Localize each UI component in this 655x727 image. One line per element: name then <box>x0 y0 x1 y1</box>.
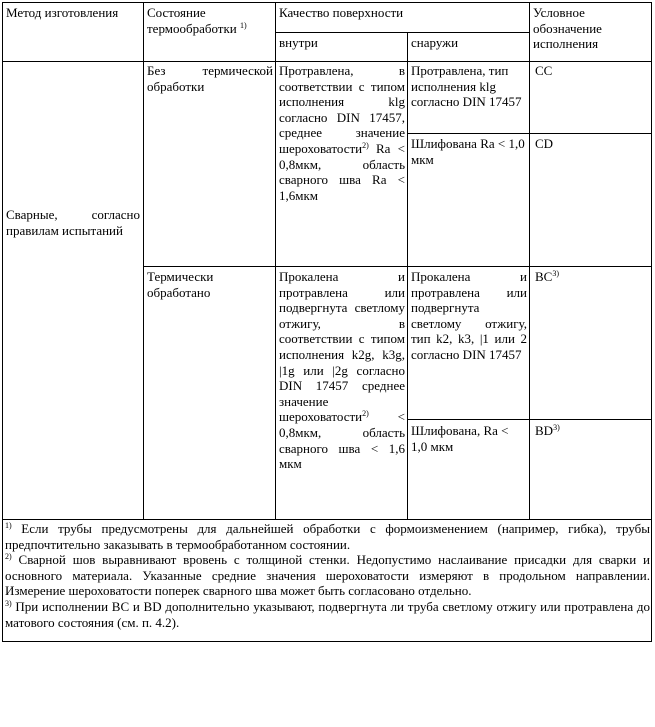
outside-no-heat-2: Шлифована Ra < 1,0 мкм <box>411 136 525 167</box>
state-heat: Термически обработано <box>147 269 214 300</box>
code-bd: BD$^{3)}$ <box>535 423 560 438</box>
state-no-heat: Без термической обработки <box>147 63 273 94</box>
footnote-3: $^{3)}$ При исполнении BC и BD дополнительно указывают, подвергнута ли труба светлому отжигу или протравлена до матового состояния (см. п. 4.2). <box>5 598 650 630</box>
outside-heat-1: Прокалена и протравлена или подвергнута светлому отжигу, тип k2, k3, |1 или 2 согласно DIN 17457 <box>411 269 527 362</box>
outside-no-heat-1: Протравлена, тип исполнения klg согласно DIN 17457 <box>411 63 522 110</box>
header-designation: Условное обозначение исполнения <box>533 5 602 52</box>
rule-right <box>651 2 652 642</box>
rule-top <box>2 2 652 3</box>
rule-col2 <box>275 2 276 520</box>
rule-subheader <box>275 32 529 33</box>
header-outside: снаружи <box>411 35 459 50</box>
rule-header-bottom <box>2 61 652 62</box>
rule-group-split <box>143 266 652 267</box>
code-cd: CD <box>535 136 554 151</box>
rule-bottom <box>2 641 652 642</box>
rule-col3 <box>407 32 408 520</box>
header-heat-note: 1) <box>240 20 247 30</box>
method-value: Сварные, согласно правилам испытаний <box>6 207 140 238</box>
footnotes <box>5 521 650 630</box>
code-cc: CC <box>535 63 553 78</box>
outside-heat-2: Шлифована, Ra < 1,0 мкм <box>411 423 509 454</box>
rule-left <box>2 2 3 642</box>
header-heat-state: Состояние термообработки $^{1)}$ <box>147 5 247 36</box>
code-bc: BC$^{3)}$ <box>535 269 560 284</box>
inside-heat: Прокалена и протравлена или подвергнута светлому отжигу, в соответствии с типом исполнения k2g, k3g, |1g или |2g согласно DIN 17457 среднее значение шероховатости$^{2)}$ < 0,8мкм, область сварного шва < 1,6 мкм <box>279 269 405 472</box>
header-inside: внутри <box>279 35 318 50</box>
rule-col1 <box>143 2 144 520</box>
header-method: Метод изготовления <box>6 5 119 20</box>
header-surface-quality: Качество поверхности <box>279 5 404 20</box>
rule-col4 <box>529 2 530 520</box>
inside-no-heat: Протравлена, в соответствии с типом исполнения klg согласно DIN 17457, среднее значение шероховатости$^{2)}$ Ra < 0,8мкм, область сварного шва Ra < 1,6мкм <box>279 63 405 203</box>
footnote-1: $^{1)}$ Если трубы предусмотрены для дальнейшей обработки с формоизменением (например, гибка), трубы предпочтительно заказывать в термообработанном состоянии. <box>5 521 650 552</box>
rule-table-bottom <box>2 519 652 520</box>
footnote-2: $^{2)}$ Сварной шов выравнивают вровень с толщиной стенки. Недопустимо наслаивание присадки для сварки и основного материала. Указанные средние значения шероховатости измеряют в продольном направлении. Измерение шероховатости поперек сварного шва может быть согласовано отдельно. <box>5 552 650 599</box>
